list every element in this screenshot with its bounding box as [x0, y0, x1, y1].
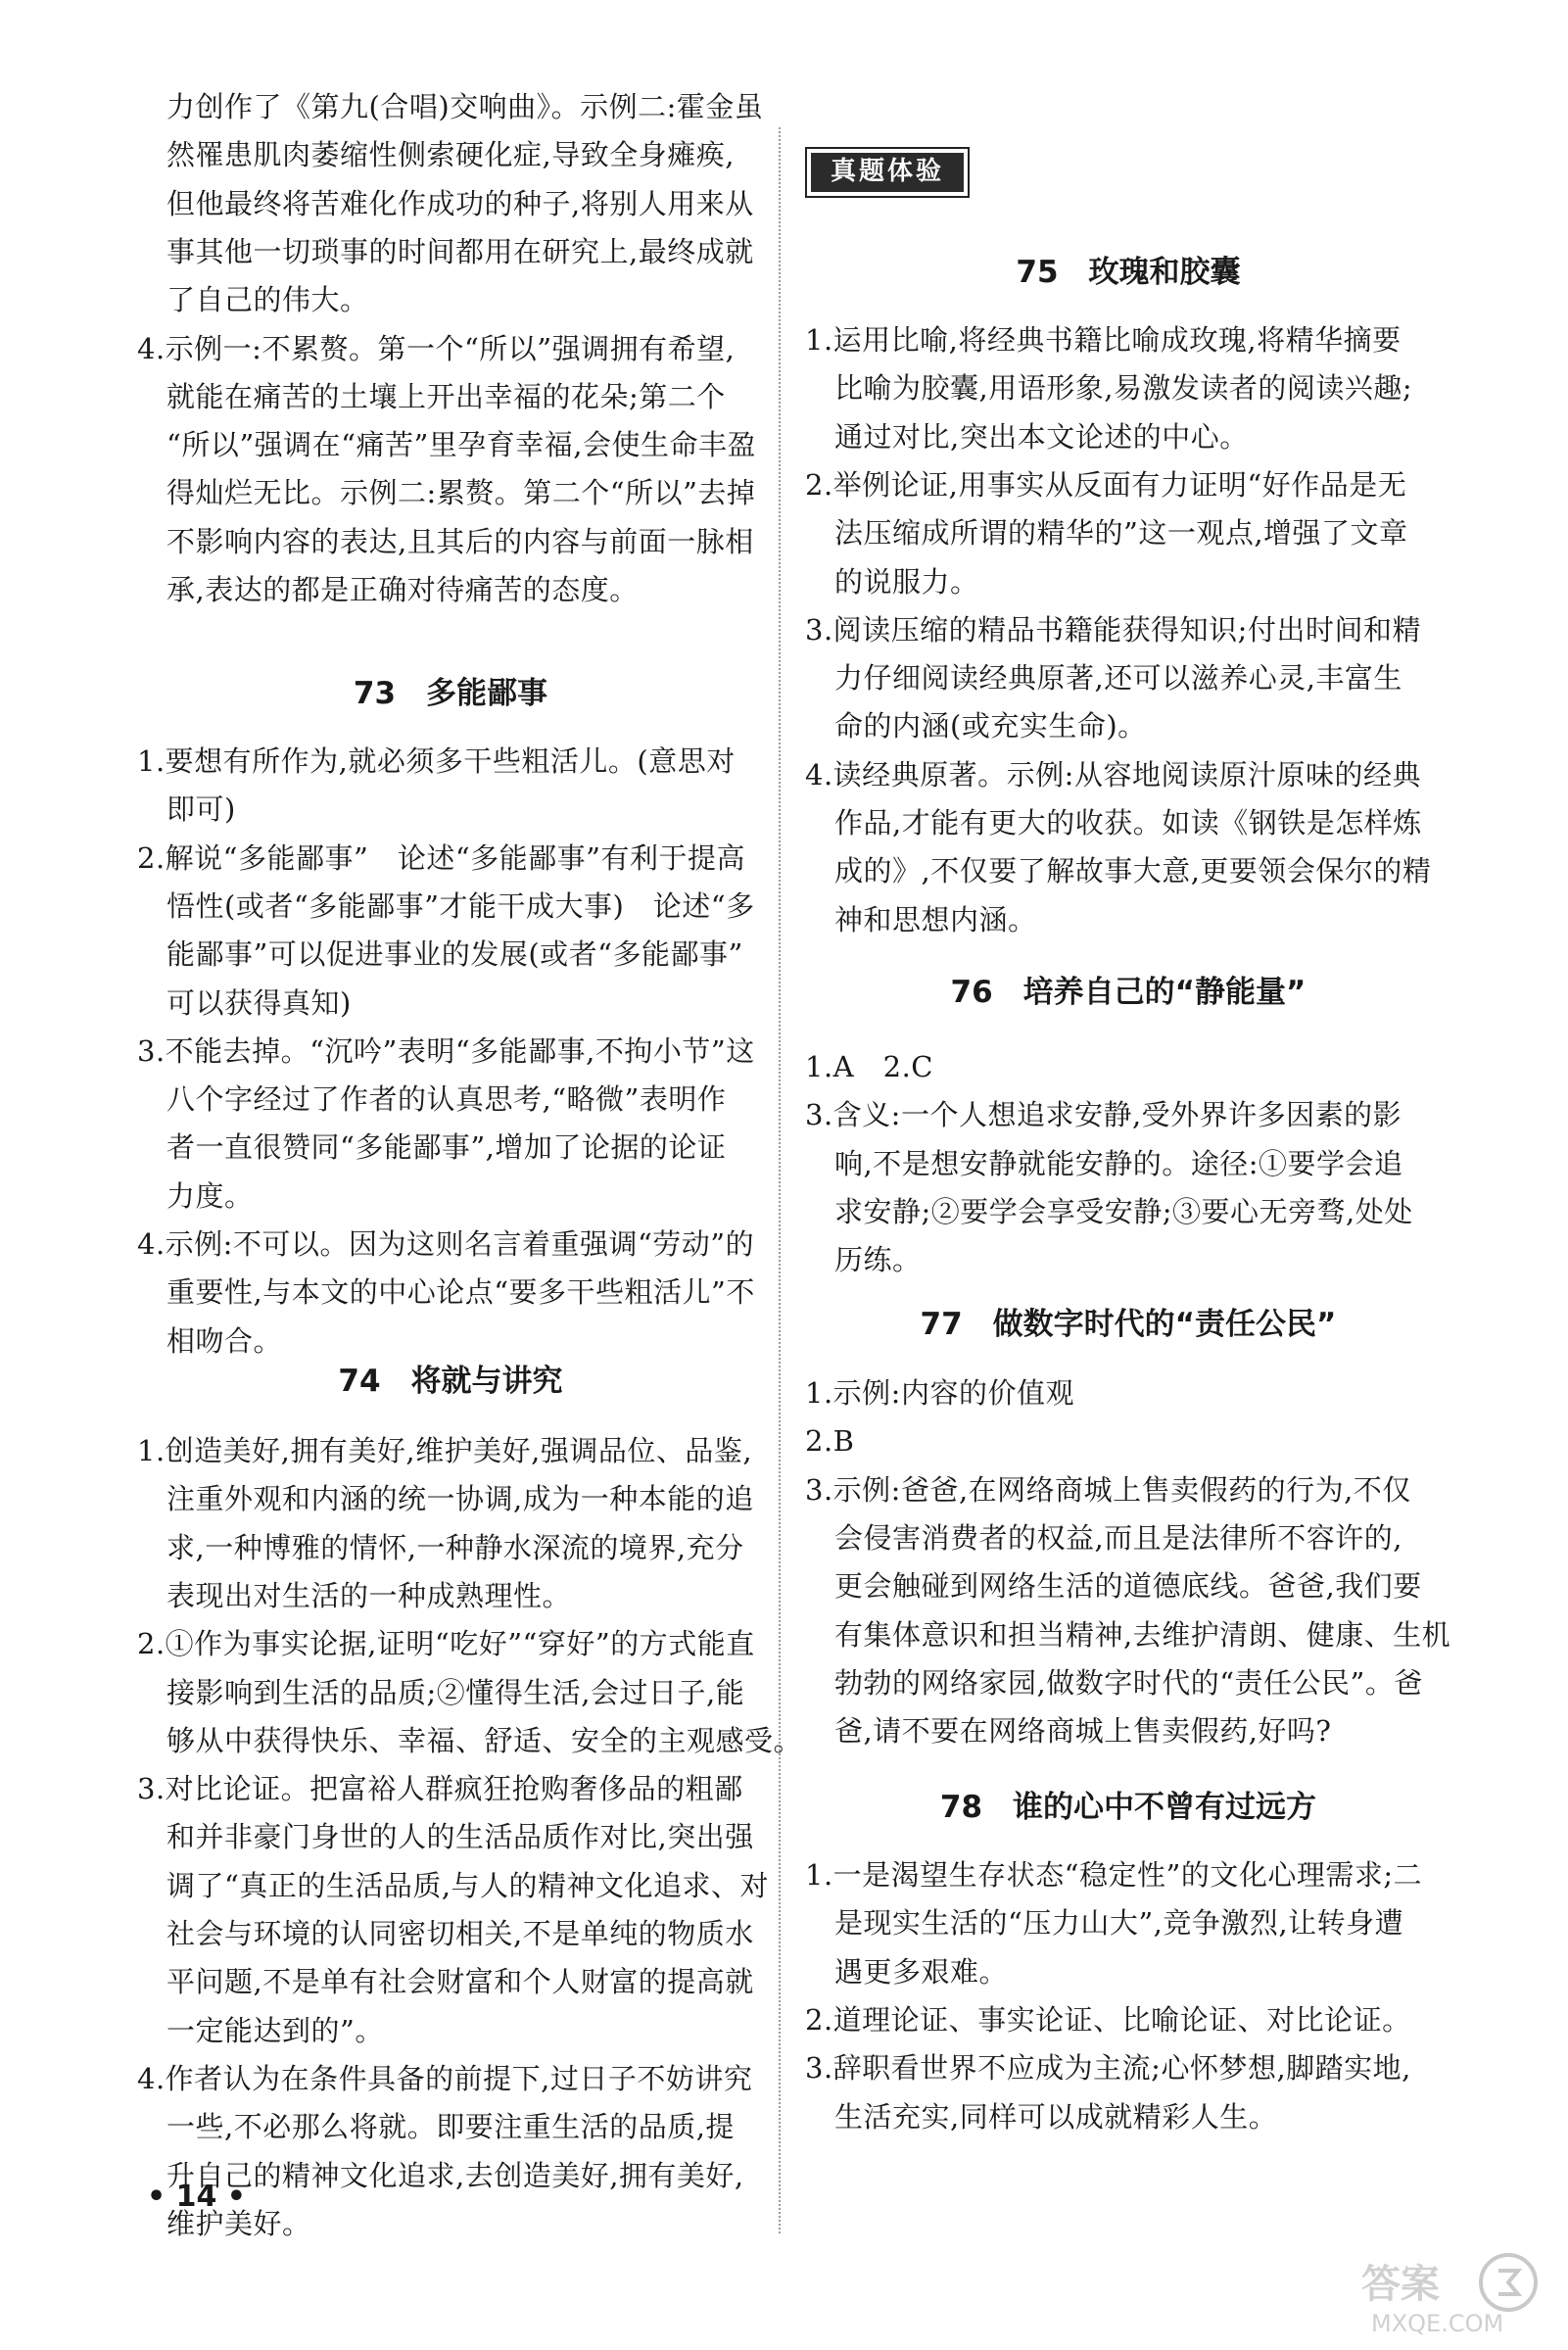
text-line: 爸,请不要在网络商城上售卖假药,好吗? — [834, 1714, 1332, 1749]
text-line: 历练。 — [834, 1243, 922, 1277]
text-line: 社会与环境的认同密切相关,不是单纯的物质水 — [166, 1917, 754, 1950]
text-line: 但他最终将苦难化作成功的种子,将别人用来从 — [166, 186, 754, 220]
text-line: 3.不能去掉。“沉吟”表明“多能鄙事,不拘小节”这 — [137, 1033, 755, 1068]
text-line: 维护美好。 — [166, 2206, 311, 2240]
column-divider — [779, 127, 781, 2233]
watermark-logo-icon — [1352, 2243, 1547, 2341]
text-line: 2.道理论证、事实论证、比喻论证、对比论证。 — [805, 2002, 1411, 2037]
text-line: 和并非豪门身世的人的生活品质作对比,突出强 — [166, 1820, 754, 1854]
text-line: 力仔细阅读经典原著,还可以滋养心灵,丰富生 — [834, 661, 1402, 695]
text-line: 3.含义:一个人想追求安静,受外界许多因素的影 — [805, 1098, 1402, 1132]
text-line: 八个字经过了作者的认真思考,“略微”表明作 — [166, 1082, 727, 1117]
text-line: 可以获得真知) — [166, 985, 352, 1020]
text-line: 更会触碰到网络生活的道德底线。爸爸,我们要 — [834, 1569, 1422, 1604]
text-line: 比喻为胶囊,用语形象,易激发读者的阅读兴趣; — [834, 371, 1413, 406]
text-line: 承,表达的都是正确对待痛苦的态度。 — [166, 573, 639, 606]
text-line: 生活充实,同样可以成就精彩人生。 — [834, 2099, 1278, 2134]
text-line: 2.举例论证,用事实从反面有力证明“好作品是无 — [805, 467, 1407, 502]
text-line: 成的》,不仅要了解故事大意,更要领会保尔的精 — [834, 854, 1432, 888]
text-line: 表现出对生活的一种成熟理性。 — [166, 1578, 572, 1612]
text-line: 悟性(或者“多能鄙事”才能干成大事) 论述“多 — [166, 888, 755, 923]
text-line: 2.B — [805, 1424, 855, 1459]
text-line: 能鄙事”可以促进事业的发展(或者“多能鄙事” — [166, 937, 743, 972]
text-line: 了自己的伟大。 — [166, 283, 369, 317]
text-line: 平问题,不是单有社会财富和个人财富的提高就 — [166, 1965, 754, 1999]
text-line: 求安静;②要学会享受安静;③要心无旁骛,处处 — [834, 1194, 1413, 1228]
text-line: 事其他一切琐事的时间都用在研究上,最终成就 — [166, 234, 754, 268]
text-line: 遇更多艰难。 — [834, 1954, 1009, 1989]
text-line: 神和思想内涵。 — [834, 902, 1037, 936]
text-line: 接影响到生活的品质;②懂得生活,会过日子,能 — [166, 1675, 745, 1709]
text-line: 4.示例一:不累赘。第一个“所以”强调拥有希望, — [137, 331, 736, 365]
text-line: 1.创造美好,拥有美好,维护美好,强调品位、品鉴, — [137, 1434, 753, 1467]
text-line: 1.运用比喻,将经典书籍比喻成玫瑰,将精华摘要 — [805, 323, 1402, 357]
text-line: 不影响内容的表达,且其后的内容与前面一脉相 — [166, 524, 754, 558]
text-line: 作品,才能有更大的收获。如读《钢铁是怎样炼 — [834, 806, 1422, 839]
real-exam-tag: 真题体验 — [805, 147, 970, 198]
text-line: 力创作了《第九(合唱)交响曲》。示例二:霍金虽 — [166, 90, 764, 123]
section-title-75: 75 玫瑰和胶囊 — [1016, 255, 1241, 290]
text-line: 法压缩成所谓的精华的”这一观点,增强了文章 — [834, 516, 1408, 551]
text-line: 1.示例:内容的价值观 — [805, 1376, 1074, 1410]
text-line: “所以”强调在“痛苦”里孕育幸福,会使生命丰盈 — [166, 428, 757, 462]
section-title-78: 78 谁的心中不曾有过远方 — [939, 1790, 1317, 1825]
text-line: 4.示例:不可以。因为这则名言着重强调“劳动”的 — [137, 1227, 755, 1261]
text-line: 的说服力。 — [834, 564, 979, 599]
text-line: 1.一是渴望生存状态“稳定性”的文化心理需求;二 — [805, 1858, 1423, 1892]
text-line: 然罹患肌肉萎缩性侧索硬化症,导致全身瘫痪, — [166, 138, 735, 172]
text-line: 者一直很赞同“多能鄙事”,增加了论据的论证 — [166, 1130, 727, 1165]
section-title-73: 73 多能鄙事 — [353, 676, 548, 711]
text-line: 是现实生活的“压力山大”,竞争激烈,让转身遭 — [834, 1906, 1404, 1941]
section-title-74: 74 将就与讲究 — [338, 1364, 563, 1399]
text-line: 通过对比,突出本文论述的中心。 — [834, 419, 1249, 454]
text-line: 3.阅读压缩的精品书籍能获得知识;付出时间和精 — [805, 612, 1421, 647]
text-line: 升自己的精神文化追求,去创造美好,拥有美好, — [166, 2158, 744, 2192]
text-line: 3.示例:爸爸,在网络商城上售卖假药的行为,不仅 — [805, 1472, 1411, 1507]
section-title-76: 76 培养自己的“静能量” — [950, 975, 1307, 1010]
text-line: 一定能达到的”。 — [166, 2013, 384, 2047]
section-title-77: 77 做数字时代的“责任公民” — [920, 1307, 1337, 1342]
text-line: 重要性,与本文的中心论点“要多干些粗活儿”不 — [166, 1275, 755, 1310]
text-line: 有集体意识和担当精神,去维护清朗、健康、生机 — [834, 1617, 1451, 1652]
text-line: 3.辞职看世界不应成为主流;心怀梦想,脚踏实地, — [805, 2051, 1411, 2086]
svg-text:MXQE.COM: MXQE.COM — [1371, 2310, 1504, 2337]
text-line: 会侵害消费者的权益,而且是法律所不容许的, — [834, 1520, 1402, 1555]
text-line: 4.作者认为在条件具备的前提下,过日子不妨讲究 — [137, 2061, 753, 2095]
text-line: 够从中获得快乐、幸福、舒适、安全的主观感受。 — [166, 1723, 803, 1757]
text-line: 2.解说“多能鄙事” 论述“多能鄙事”有利于提高 — [137, 840, 745, 875]
svg-text:答案: 答案 — [1361, 2262, 1440, 2307]
text-line: 求,一种博雅的情怀,一种静水深流的境界,充分 — [166, 1530, 744, 1564]
page-number: • 14 • — [147, 2180, 246, 2214]
text-line: 命的内涵(或充实生命)。 — [834, 709, 1147, 743]
text-line: 一些,不必那么将就。即要注重生活的品质,提 — [166, 2110, 735, 2144]
text-line: 即可) — [166, 792, 236, 827]
text-line: 相吻合。 — [166, 1323, 283, 1358]
text-line: 力度。 — [166, 1178, 254, 1213]
text-line: 得灿烂无比。示例二:累赘。第二个“所以”去掉 — [166, 476, 756, 510]
text-line: 1.A 2.C — [805, 1050, 933, 1083]
text-line: 2.①作为事实论据,证明“吃好”“穿好”的方式能直 — [137, 1627, 755, 1661]
text-line: 注重外观和内涵的统一协调,成为一种本能的追 — [166, 1482, 754, 1516]
text-line: 3.对比论证。把富裕人群疯狂抢购奢侈品的粗鄙 — [137, 1772, 743, 1806]
text-line: 就能在痛苦的土壤上开出幸福的花朵;第二个 — [166, 379, 726, 413]
text-line: 4.读经典原著。示例:从容地阅读原汁原味的经典 — [805, 757, 1421, 791]
text-line: 响,不是想安静就能安静的。途径:①要学会追 — [834, 1146, 1403, 1180]
text-line: 调了“真正的生活品质,与人的精神文化追求、对 — [166, 1868, 770, 1902]
text-line: 勃勃的网络家园,做数字时代的“责任公民”。爸 — [834, 1665, 1423, 1700]
text-line: 1.要想有所作为,就必须多干些粗活儿。(意思对 — [137, 744, 736, 778]
